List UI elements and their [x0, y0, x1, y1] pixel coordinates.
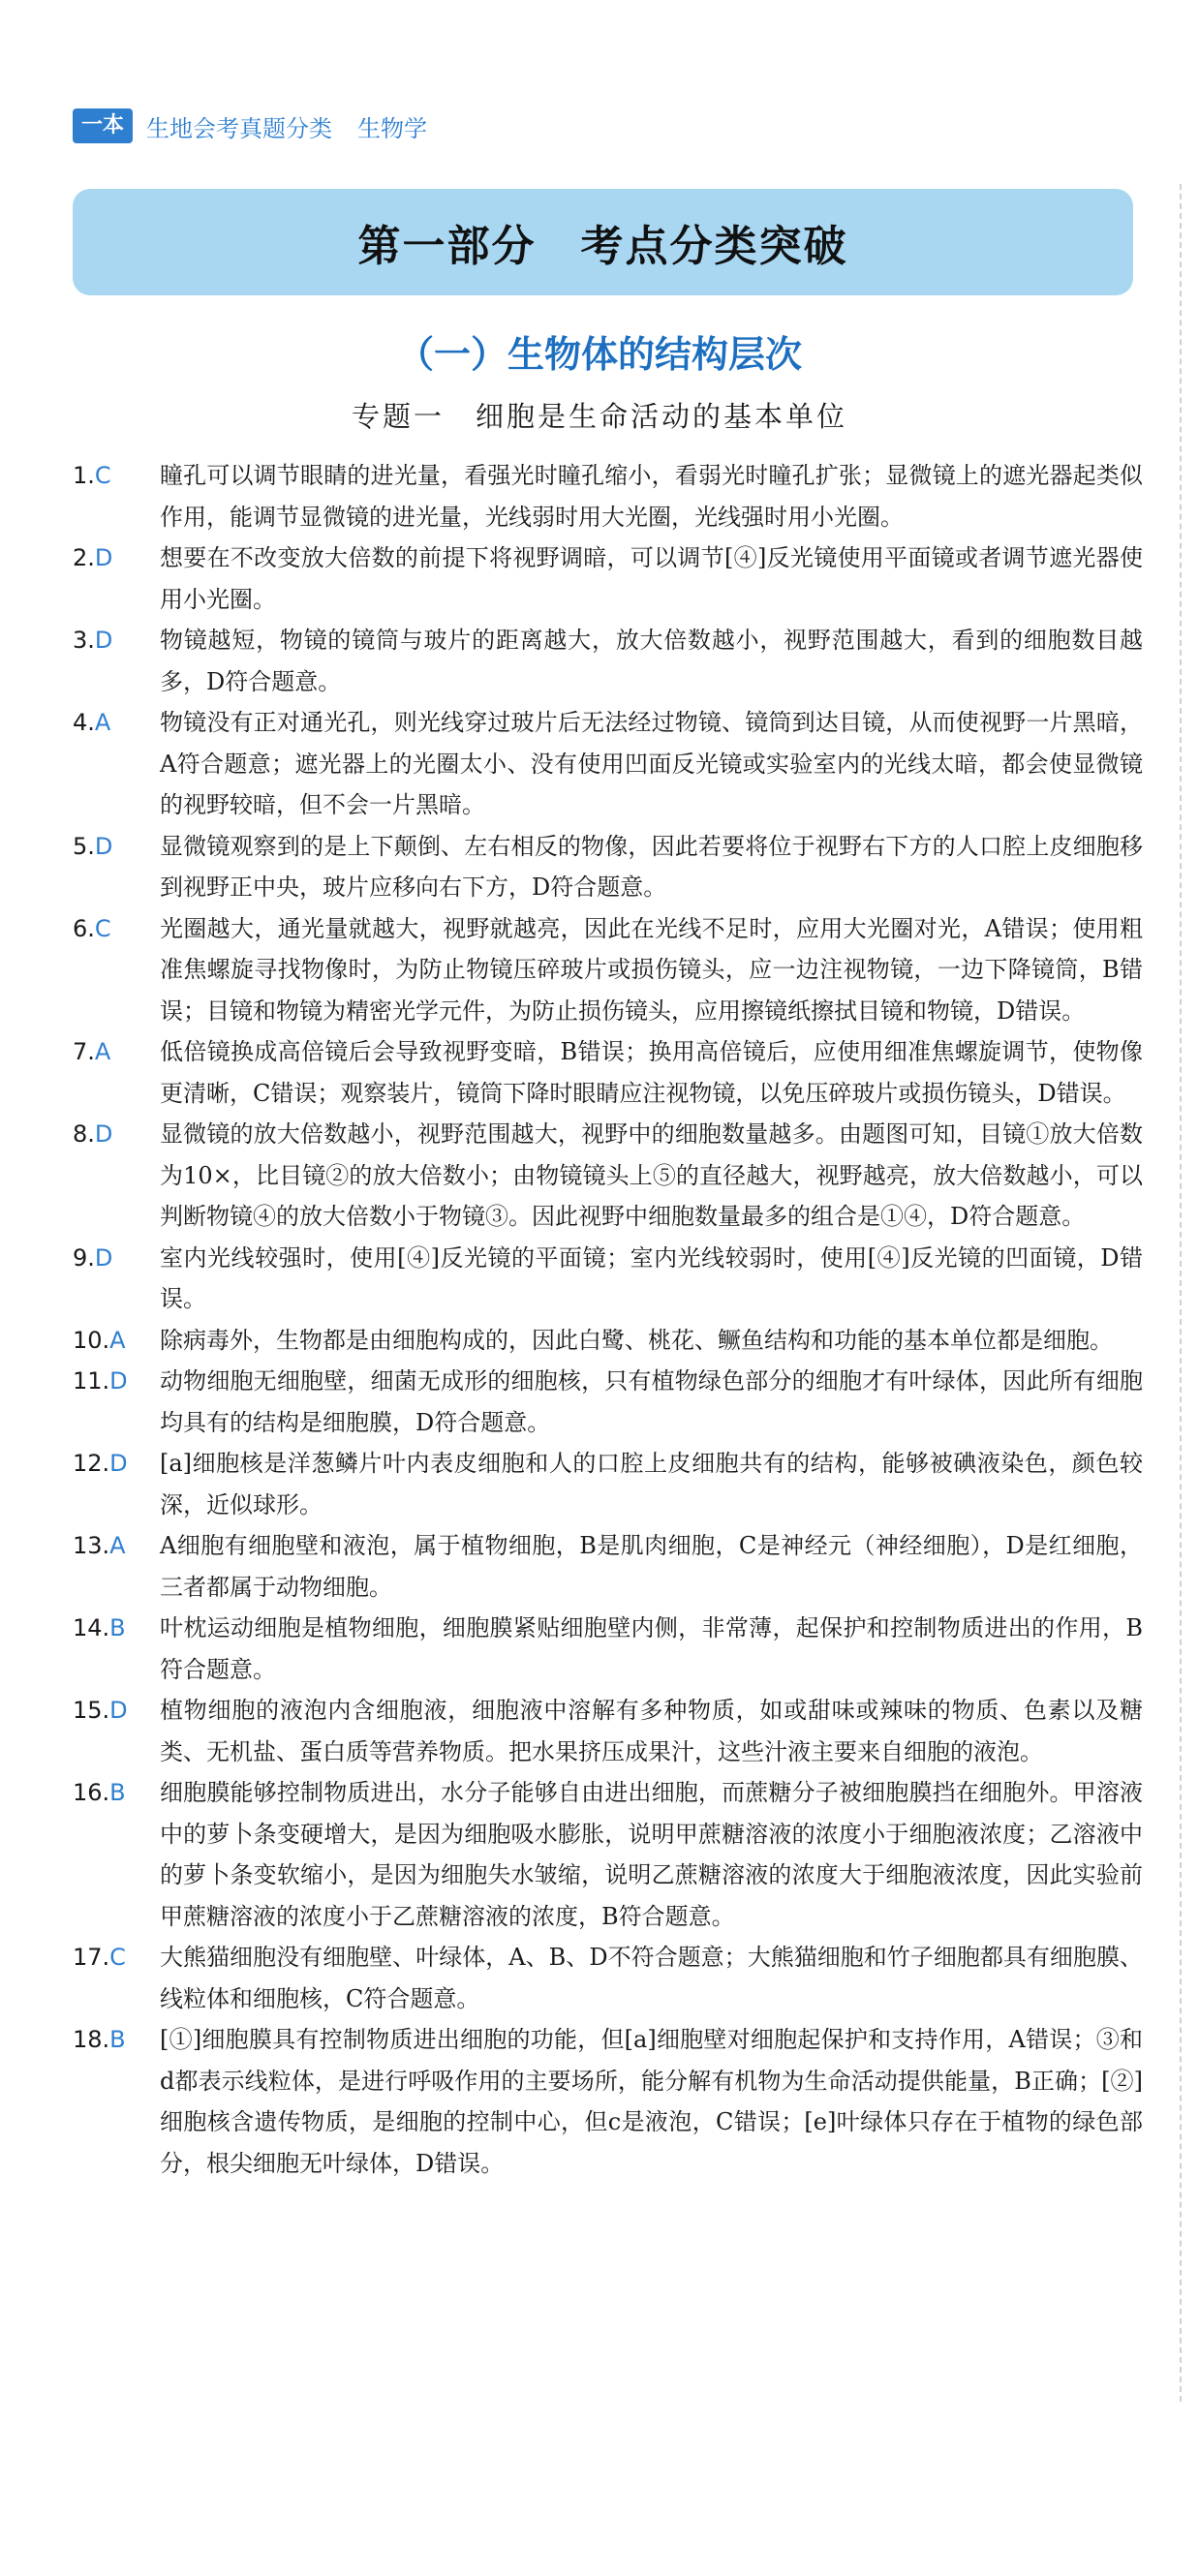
answer-explanation: 植物细胞的液泡内含细胞液，细胞液中溶解有多种物质，如或甜味或辣味的物质、色素以及糖类、无机盐、蛋白质等营养物质。把水果挤压成果汁，这些汁液主要来自细胞的液泡。: [160, 1697, 1143, 1765]
answer-number: [73, 1443, 128, 1485]
question-number: 5.: [73, 832, 95, 860]
answer-explanation: 瞳孔可以调节眼睛的进光量，看强光时瞳孔缩小，看弱光时瞳孔扩张；显微镜上的遮光器起类似作用，能调节显微镜的进光量，光线弱时用大光圈，光线强时用小光圈。: [160, 462, 1143, 531]
answer-list: [73, 455, 1143, 2184]
question-number: 4.: [73, 709, 95, 736]
answer-explanation: 叶枕运动细胞是植物细胞，细胞膜紧贴细胞壁内侧，非常薄，起保护和控制物质进出的作用，B符合题意。: [160, 1614, 1143, 1683]
answer-number: [73, 826, 112, 868]
answer-explanation: 大熊猫细胞没有细胞壁、叶绿体，A、B、D不符合题意；大熊猫细胞和竹子细胞都具有细胞膜、线粒体和细胞核，C符合题意。: [160, 1944, 1143, 2012]
answer-explanation: 除病毒外，生物都是由细胞构成的，因此白鹭、桃花、鳜鱼结构和功能的基本单位都是细胞。: [160, 1326, 1113, 1354]
answer-number: [73, 1238, 112, 1279]
answer-letter: B: [109, 1779, 126, 1806]
answer-letter: A: [109, 1326, 126, 1354]
answer-item: [73, 1690, 1143, 1772]
question-number: 15.: [73, 1697, 110, 1724]
answer-explanation: 物镜越短，物镜的镜筒与玻片的距离越大，放大倍数越小，视野范围越大，看到的细胞数目越多，D符合题意。: [160, 627, 1143, 695]
answer-item: [73, 1608, 1143, 1690]
answer-explanation: 物镜没有正对通光孔，则光线穿过玻片后无法经过物镜、镜筒到达目镜，从而使视野一片黑暗，A符合题意；遮光器上的光圈太小、没有使用凹面反光镜或实验室内的光线太暗，都会使显微镜的视野较暗，但不会一片黑暗。: [160, 709, 1143, 818]
answer-explanation: 显微镜观察到的是上下颠倒、左右相反的物像，因此若要将位于视野右下方的人口腔上皮细胞移到视野正中央，玻片应移向右下方，D符合题意。: [160, 832, 1143, 901]
answer-explanation: A细胞有细胞壁和液泡，属于植物细胞，B是肌肉细胞，C是神经元（神经细胞），D是红细胞，三者都属于动物细胞。: [160, 1532, 1143, 1601]
answer-number: [73, 1525, 126, 1567]
page-header: [73, 108, 427, 143]
answer-letter: D: [109, 1697, 128, 1724]
answer-item: [73, 1361, 1143, 1443]
answer-item: [73, 1937, 1143, 2019]
answer-letter: A: [109, 1532, 126, 1559]
part-banner: [73, 189, 1133, 295]
answer-letter: A: [94, 709, 111, 736]
answer-item: [73, 2019, 1143, 2184]
answer-item: [73, 455, 1143, 537]
answer-letter: D: [94, 1243, 113, 1272]
answer-number: [73, 702, 110, 744]
answer-number: [73, 620, 112, 661]
question-number: 11.: [73, 1367, 110, 1395]
header-text: [146, 109, 427, 143]
answer-letter: D: [94, 627, 113, 654]
answer-item: [73, 826, 1143, 908]
answer-letter: D: [109, 1367, 128, 1395]
answer-explanation: 细胞膜能够控制物质进出，水分子能够自由进出细胞，而蔗糖分子被细胞膜挡在细胞外。甲溶液中的萝卜条变硬增大，是因为细胞吸水膨胀，说明甲蔗糖溶液的浓度小于细胞液浓度；乙溶液中的萝卜条变软缩小，是因为细胞失水皱缩，说明乙蔗糖溶液的浓度大于细胞液浓度，因此实验前甲蔗糖溶液的浓度小于乙蔗糖溶液的浓度，B符合题意。: [160, 1779, 1143, 1930]
question-number: 14.: [73, 1614, 110, 1641]
answer-item: [73, 537, 1143, 620]
question-number: 2.: [73, 544, 95, 571]
answer-letter: D: [109, 1450, 128, 1477]
answer-letter: D: [94, 832, 113, 860]
answer-number: [73, 1772, 126, 1814]
answer-number: [73, 1690, 128, 1732]
question-number: 16.: [73, 1779, 110, 1806]
publisher-logo: 一本: [73, 108, 133, 143]
answer-letter: B: [109, 2026, 126, 2053]
answer-number: [73, 1114, 112, 1155]
answer-item: [73, 620, 1143, 702]
question-number: 18.: [73, 2026, 110, 2053]
margin-rule: [1180, 184, 1182, 2402]
answer-explanation: [①]细胞膜具有控制物质进出细胞的功能，但[a]细胞壁对细胞起保护和支持作用，A错误；③和d都表示线粒体，是进行呼吸作用的主要场所，能分解有机物为生命活动提供能量，B正确；[②]细胞核含遗传物质，是细胞的控制中心，但c是液泡，C错误；[e]叶绿体只存在于植物的绿色部分，根尖细胞无叶绿体，D错误。: [160, 2026, 1143, 2177]
answer-letter: D: [94, 544, 113, 571]
answer-letter: C: [94, 914, 111, 942]
question-number: 7.: [73, 1038, 95, 1065]
answer-item: [73, 1443, 1143, 1525]
answer-letter: B: [109, 1614, 126, 1641]
question-number: 3.: [73, 627, 95, 654]
topic-title: 专题一 细胞是生命活动的基本单位: [351, 400, 847, 433]
answer-item: [73, 1031, 1143, 1114]
answer-explanation: 低倍镜换成高倍镜后会导致视野变暗，B错误；换用高倍镜后，应使用细准焦螺旋调节，使物像更清晰，C错误；观察装片，镜筒下降时眼睛应注视物镜，以免压碎玻片或损伤镜头，D错误。: [160, 1038, 1143, 1107]
answer-item: [73, 1772, 1143, 1937]
answer-explanation: [a]细胞核是洋葱鳞片叶内表皮细胞和人的口腔上皮细胞共有的结构，能够被碘液染色，颜色较深，近似球形。: [160, 1450, 1143, 1518]
section-title: （一）生物体的结构层次: [396, 333, 802, 376]
book-series: 生地会考真题分类: [146, 114, 332, 142]
answer-explanation: 光圈越大，通光量就越大，视野就越亮，因此在光线不足时，应用大光圈对光，A错误；使用粗准焦螺旋寻找物像时，为防止物镜压碎玻片或损伤镜头，应一边注视物镜，一边下降镜筒，B错误；目镜和物镜为精密光学元件，为防止损伤镜头，应用擦镜纸擦拭目镜和物镜，D错误。: [160, 914, 1143, 1025]
question-number: 6.: [73, 914, 95, 942]
answer-number: [73, 2019, 126, 2061]
question-number: 1.: [73, 462, 95, 489]
question-number: 9.: [73, 1243, 95, 1272]
answer-item: [73, 1238, 1143, 1320]
question-number: 13.: [73, 1532, 110, 1559]
answer-number: [73, 1320, 126, 1362]
answer-number: [73, 1608, 126, 1649]
question-number: 17.: [73, 1944, 110, 1971]
part-title: 第一部分 考点分类突破: [357, 222, 848, 271]
answer-explanation: 动物细胞无细胞壁，细菌无成形的细胞核，只有植物绿色部分的细胞才有叶绿体，因此所有细胞均具有的结构是细胞膜，D符合题意。: [160, 1367, 1143, 1436]
answer-item: [73, 908, 1143, 1032]
answer-item: [73, 1525, 1143, 1608]
answer-number: [73, 1361, 128, 1402]
answer-explanation: 室内光线较强时，使用[④]反光镜的平面镜；室内光线较弱时，使用[④]反光镜的凹面镜，D错误。: [160, 1243, 1143, 1312]
answer-item: [73, 702, 1143, 826]
answer-number: [73, 1937, 126, 1978]
question-number: 8.: [73, 1120, 95, 1148]
answer-number: [73, 537, 112, 579]
book-subject: 生物学: [357, 114, 427, 142]
answer-letter: C: [109, 1944, 126, 1971]
answer-letter: A: [94, 1038, 111, 1065]
answer-number: [73, 455, 111, 497]
question-number: 10.: [73, 1326, 110, 1354]
answer-explanation: 显微镜的放大倍数越小，视野范围越大，视野中的细胞数量越多。由题图可知，目镜①放大倍数为10×，比目镜②的放大倍数小；由物镜镜头上⑤的直径越大，视野越亮，放大倍数越小，可以判断物镜④的放大倍数小于物镜③。因此视野中细胞数量最多的组合是①④，D符合题意。: [160, 1120, 1143, 1230]
answer-item: [73, 1114, 1143, 1238]
answer-letter: D: [94, 1120, 113, 1148]
answer-explanation: 想要在不改变放大倍数的前提下将视野调暗，可以调节[④]反光镜使用平面镜或者调节遮光器使用小光圈。: [160, 544, 1143, 613]
question-number: 12.: [73, 1450, 110, 1477]
answer-item: [73, 1320, 1143, 1362]
answer-number: [73, 908, 111, 950]
answer-number: [73, 1031, 110, 1073]
answer-letter: C: [94, 462, 111, 489]
